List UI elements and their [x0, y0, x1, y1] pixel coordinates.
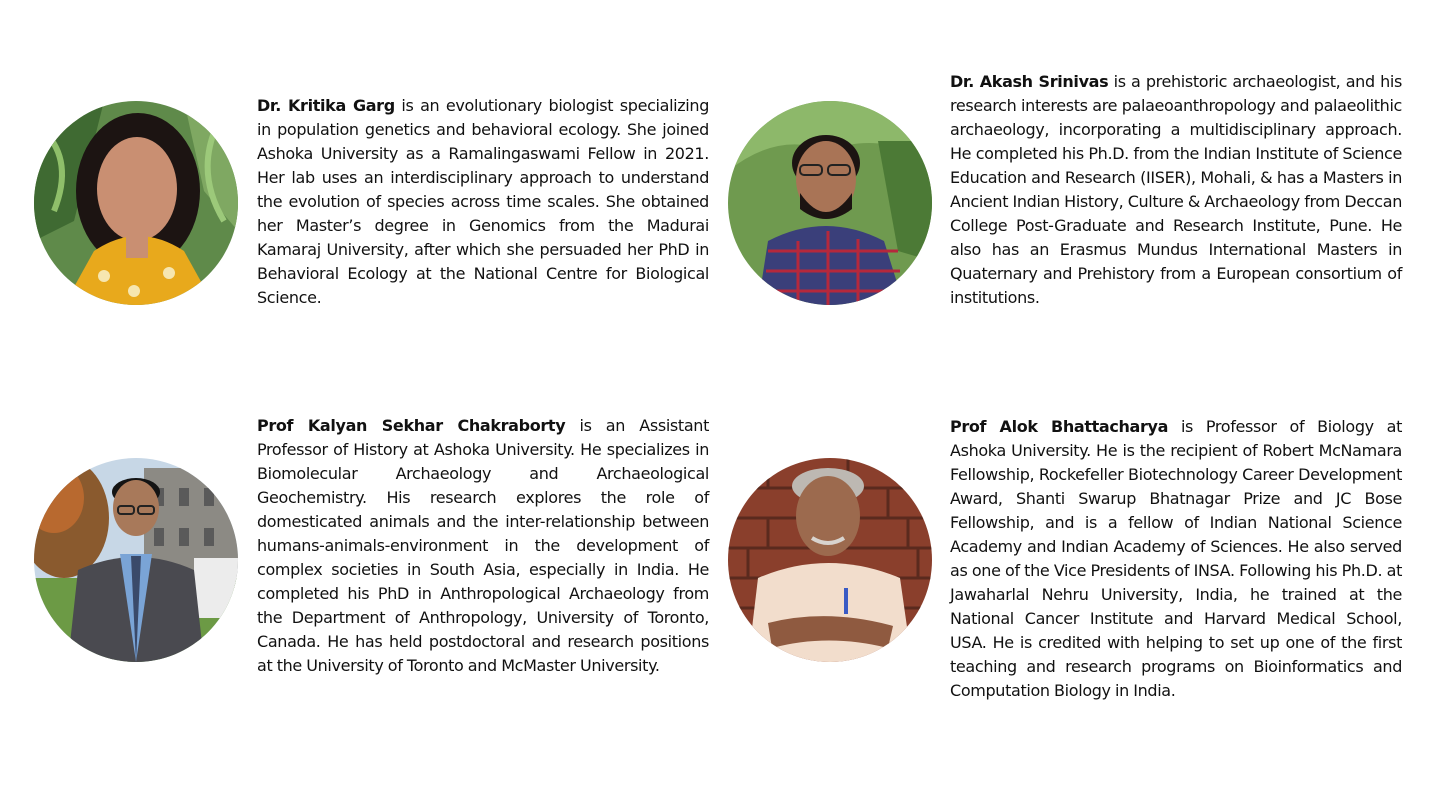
profile-photo-kritika-garg [34, 101, 238, 305]
profile-name: Prof Alok Bhattacharya [950, 417, 1169, 436]
profile-bio-alok-bhattacharya [950, 415, 1402, 703]
profile-bio-akash-srinivas [950, 70, 1402, 310]
profile-photo-kalyan-sekhar-chakraborty [34, 458, 238, 662]
profile-name: Prof Kalyan Sekhar Chakraborty [257, 416, 566, 435]
profile-photo-alok-bhattacharya [728, 458, 932, 662]
profile-description: is an evolutionary biologist specializing in population genetics and behavioral ecology. She joined Ashoka University as a Ramalingaswami Fellow in 2021. Her lab uses an interdisciplinary approach to understand the evolution of species across time scales. She obtained her Master’s degree in Genomics from the Madurai Kamaraj University, after which she persuaded her PhD in Behavioral Ecology at the National Centre for Biological Science. [257, 96, 709, 307]
profile-bio-kalyan-sekhar-chakraborty [257, 414, 709, 678]
profile-name: Dr. Kritika Garg [257, 96, 395, 115]
profile-description: is Professor of Biology at Ashoka University. He is the recipient of Robert McNamara Fellowship, Rockefeller Biotechnology Career Development Award, Shanti Swarup Bhatnagar Prize and JC Bose Fellowship, and is a fellow of Indian National Science Academy and Indian Academy of Sciences. He also served as one of the Vice Presidents of INSA. Following his Ph.D. at Jawaharlal Nehru University, India, he trained at the National Cancer Institute and Harvard Medical School, USA. He is credited with helping to set up one of the first teaching and research programs on Bioinformatics and Computation Biology in India. [950, 417, 1402, 700]
profile-photo-akash-srinivas [728, 101, 932, 305]
profile-description: is a prehistoric archaeologist, and his research interests are palaeoanthropology and palaeolithic archaeology, incorporating a multidisciplinary approach. He completed his Ph.D. from the Indian Institute of Science Education and Research (IISER), Mohali, & has a Masters in Ancient Indian History, Culture & Archaeology from Deccan College Post-Graduate and Research Institute, Pune. He also has an Erasmus Mundus International Masters in Quaternary and Prehistory from a European consortium of institutions. [950, 72, 1402, 307]
profile-description: is an Assistant Professor of History at Ashoka University. He specializes in Biomolecular Archaeology and Archaeological Geochemistry. His research explores the role of domesticated animals and the inter-relationship between humans-animals-environment in the development of complex societies in South Asia, especially in India. He completed his PhD in Anthropological Archaeology from the Department of Anthropology, University of Toronto, Canada. He has held postdoctoral and research positions at the University of Toronto and McMaster University. [257, 416, 709, 675]
profile-bio-kritika-garg [257, 94, 709, 310]
profile-name: Dr. Akash Srinivas [950, 72, 1109, 91]
